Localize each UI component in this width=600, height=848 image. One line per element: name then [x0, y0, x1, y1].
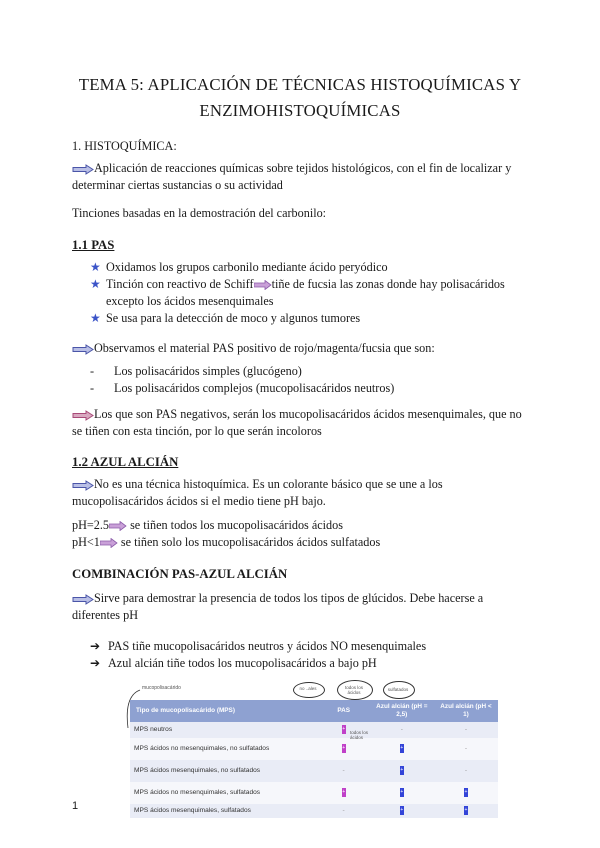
intro-paragraph	[72, 160, 511, 177]
table-cell-aa25	[370, 738, 434, 760]
arrow-right-icon	[72, 594, 94, 605]
ph-line-1: pH=2.5 se tiñen todos los mucopolisacáridos ácidos	[72, 518, 343, 532]
table-cell-aa25	[370, 804, 434, 818]
table-cell-aa1: -	[434, 722, 498, 738]
tinciones-text: Tinciones basadas en la demostración del carbonilo:	[72, 206, 327, 220]
table-cell-aa1	[434, 804, 498, 818]
arrow-right-icon	[72, 344, 94, 355]
combo-heading: COMBINACIÓN PAS-AZUL ALCIÁN	[72, 567, 288, 581]
stain-swatch: +	[400, 789, 404, 796]
table-cell-aa1: -	[434, 738, 498, 760]
table-row	[130, 760, 498, 782]
combo-point-1: ➔ PAS tiñe mucopolisacáridos neutros y ácidos NO mesenquimales	[90, 639, 427, 653]
mps-table	[130, 700, 498, 818]
stain-swatch: +	[464, 807, 468, 814]
combo-line2: diferentes pH	[72, 608, 138, 622]
pas-bullet-2-cont: excepto los ácidos mesenquimales	[106, 294, 274, 308]
ph-line-2: pH<1 se tiñen solo los mucopolisacáridos ácidos sulfatados	[72, 535, 381, 549]
pas-heading: 1.1 PAS	[72, 238, 115, 252]
pas-negative-line2: se tiñen con esta tinción, por lo que serán incoloros	[72, 424, 322, 438]
stain-swatch: +	[342, 726, 346, 733]
arrow-bullet-icon: ➔	[90, 639, 101, 653]
stain-swatch: +	[400, 767, 404, 774]
combo-text: Sirve para demostrar la presencia de todos los tipos de glúcidos. Debe hacerse a	[72, 590, 483, 607]
table-row	[130, 804, 498, 818]
handnote-aa25: todos los ácidos	[344, 685, 363, 695]
page-title: TEMA 5: APLICACIÓN DE TÉCNICAS HISTOQUÍMICAS Y	[78, 75, 522, 94]
stain-swatch: +	[342, 745, 346, 752]
intro-line1: Aplicación de reacciones químicas sobre tejidos histológicos, con el fin de localizar y	[94, 161, 512, 175]
arrow-right-icon	[254, 280, 272, 290]
stain-swatch: +	[464, 789, 468, 796]
table-cell-name: MPS ácidos mesenquimales, no sulfatados	[130, 760, 318, 782]
intro-line2: determinar ciertas sustancias o su actividad	[72, 178, 283, 192]
pas-bullet-1: ★ Oxidamos los grupos carbonilo mediante ácido peryódico	[90, 260, 388, 274]
handnote-aa1: sulfatados	[387, 687, 409, 692]
stain-swatch: +	[400, 807, 404, 814]
table-cell-pas	[318, 782, 370, 804]
stain-swatch: +	[400, 745, 404, 752]
table-cell-pas: -	[318, 760, 370, 782]
pas-list-item-1: - Los polisacáridos simples (glucógeno)	[90, 364, 302, 378]
star-icon: ★	[90, 277, 101, 291]
table-header: Tipo de mucopolisacárido (MPS)	[130, 700, 318, 722]
mps-staining-table	[130, 682, 498, 820]
table-cell-aa25	[370, 782, 434, 804]
handnote-mucopolisacarido: mucopolisacárido	[142, 685, 181, 691]
alcian-line2: mucopolisacáridos ácidos si el medio tiene pH bajo.	[72, 494, 326, 508]
handnote-pas: no ..ales	[299, 686, 317, 691]
table-cell-name: MPS ácidos no mesenquimales, sulfatados	[130, 782, 318, 804]
arrow-bullet-icon: ➔	[90, 656, 101, 670]
star-icon: ★	[90, 311, 101, 325]
pas-bullet-3: ★ Se usa para la detección de moco y algunos tumores	[90, 311, 361, 325]
table-cell-name: MPS ácidos no mesenquimales, no sulfatados	[130, 738, 318, 760]
table-cell-pas: -	[318, 804, 370, 818]
table-row	[130, 782, 498, 804]
table-cell-aa1: -	[434, 760, 498, 782]
arrow-right-icon	[109, 521, 127, 531]
star-icon: ★	[90, 260, 101, 274]
page-number: 1	[72, 800, 79, 812]
combo-point-2: ➔ Azul alcián tiñe todos los mucopolisacáridos a bajo pH	[90, 656, 377, 670]
table-cell-name: MPS ácidos mesenquimales, sulfatados	[130, 804, 318, 818]
arrow-right-icon	[72, 480, 94, 491]
table-header: Azul alcián (pH = 2,5)	[370, 700, 434, 722]
arrow-right-icon	[72, 410, 94, 421]
pas-list-item-2: - Los polisacáridos complejos (mucopolisacáridos neutros)	[90, 381, 395, 395]
table-header: PAS	[318, 700, 370, 722]
alcian-text: No es una técnica histoquímica. Es un colorante básico que se une a los	[72, 476, 443, 493]
alcian-heading: 1.2 AZUL ALCIÁN	[72, 455, 179, 469]
table-cell-name: MPS neutros	[130, 722, 318, 738]
pas-negative: Los que son PAS negativos, serán los mucopolisacáridos ácidos mesenquimales, que no	[72, 406, 522, 423]
table-row	[130, 722, 498, 738]
section-heading-histoquimica: 1. HISTOQUÍMICA:	[72, 139, 177, 153]
handnote-row1: todos los ácidos	[350, 730, 369, 740]
table-cell-aa1	[434, 782, 498, 804]
arrow-right-icon	[100, 538, 118, 548]
table-cell-aa25: -	[370, 722, 434, 738]
table-cell-aa25	[370, 760, 434, 782]
table-cell-pas	[318, 738, 370, 760]
table-header: Azul alcián (pH < 1)	[434, 700, 498, 722]
arrow-right-icon	[72, 164, 94, 175]
table-row	[130, 738, 498, 760]
stain-swatch: +	[342, 789, 346, 796]
pas-observe: Observamos el material PAS positivo de rojo/magenta/fucsia que son:	[72, 340, 435, 357]
page-title-line2: ENZIMOHISTOQUÍMICAS	[199, 101, 401, 120]
pas-bullet-2: ★ Tinción con reactivo de Schiff tiñe de fucsia las zonas donde hay polisacáridos	[90, 277, 505, 291]
